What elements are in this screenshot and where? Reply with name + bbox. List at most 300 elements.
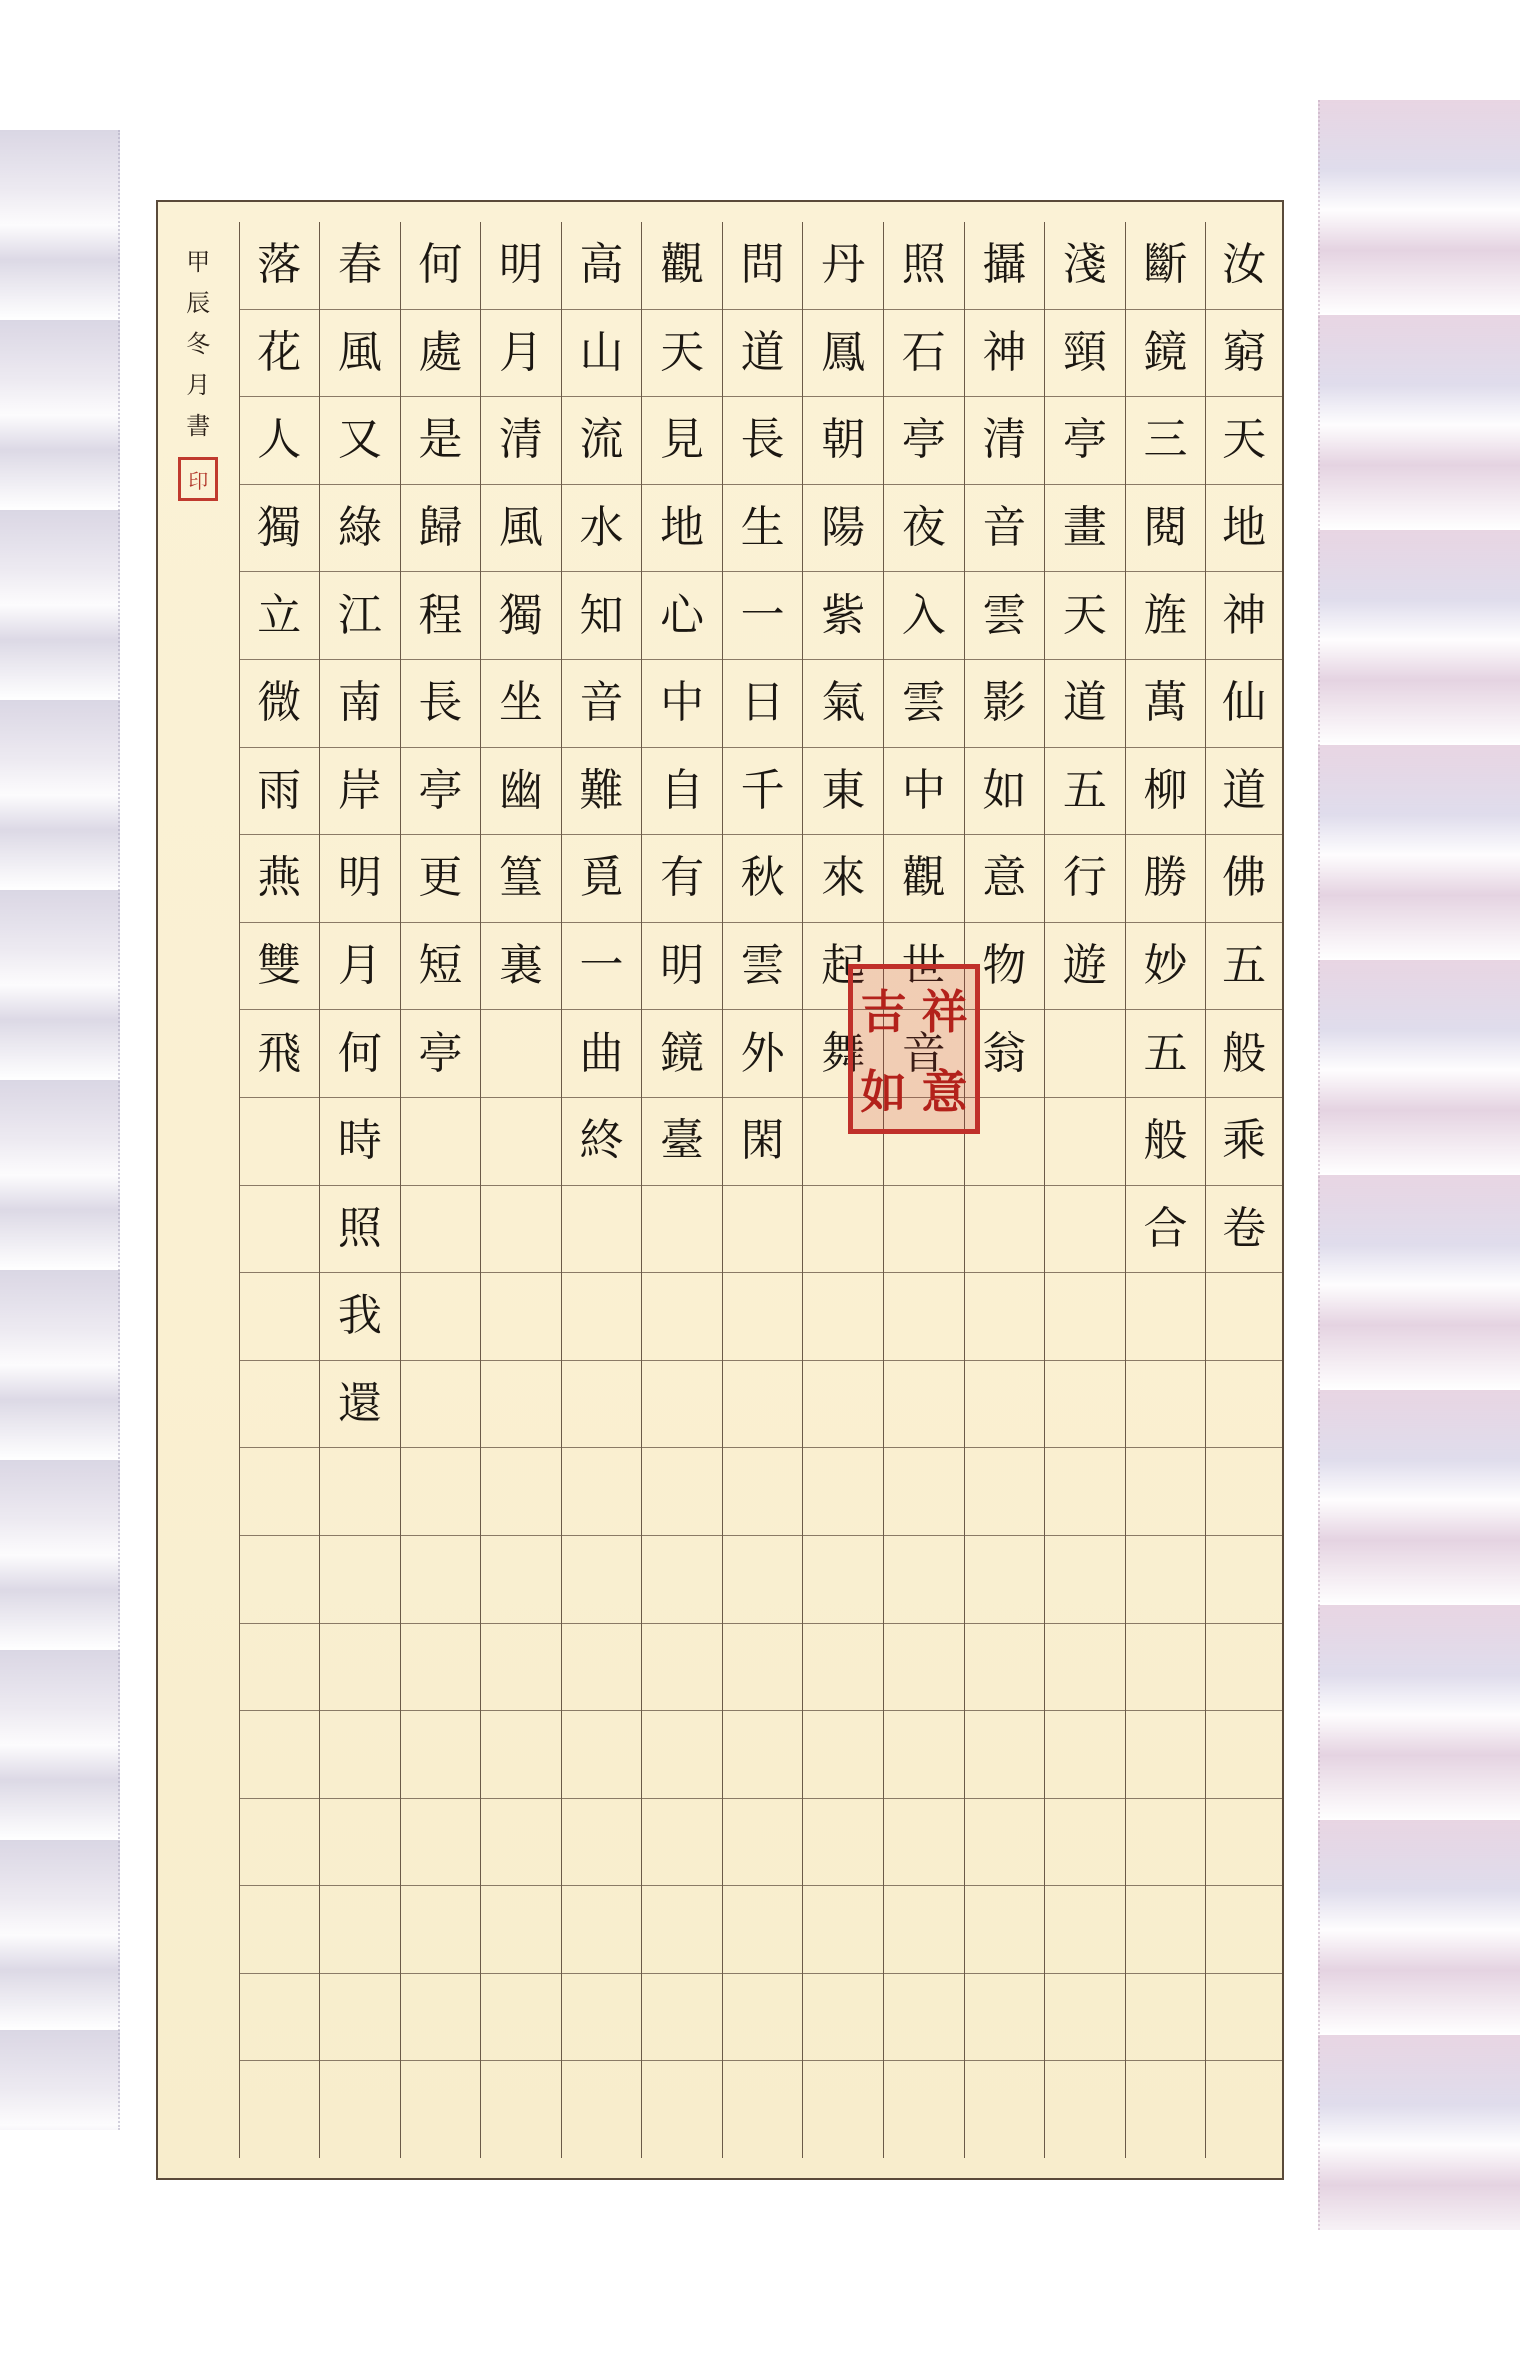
character-cell [884, 1448, 964, 1536]
character-cell: 長 [723, 397, 803, 485]
character-cell: 丹 [803, 222, 883, 310]
character-cell [401, 1186, 481, 1274]
character-cell: 意 [965, 835, 1045, 923]
character-cell [884, 1536, 964, 1624]
character-cell [1045, 1886, 1125, 1974]
character-cell: 窮 [1206, 310, 1282, 398]
character-cell [1045, 1186, 1125, 1274]
character-cell: 雲 [723, 923, 803, 1011]
character-cell: 又 [320, 397, 400, 485]
signature [158, 222, 239, 2158]
text-column [964, 222, 1045, 2158]
character-cell [723, 1361, 803, 1449]
character-cell [965, 1273, 1045, 1361]
character-cell: 清 [965, 397, 1045, 485]
character-cell: 生 [723, 485, 803, 573]
character-cell: 問 [723, 222, 803, 310]
character-cell [1126, 1799, 1206, 1887]
character-cell [481, 1799, 561, 1887]
character-cell: 何 [320, 1010, 400, 1098]
character-cell: 般 [1126, 1098, 1206, 1186]
character-cell: 歸 [401, 485, 481, 573]
character-cell: 翁 [965, 1010, 1045, 1098]
character-cell: 雲 [965, 572, 1045, 660]
character-cell [884, 1711, 964, 1799]
character-cell [1045, 1536, 1125, 1624]
character-cell: 月 [320, 923, 400, 1011]
seal-char: 意 [921, 1065, 968, 1119]
character-cell [1206, 1273, 1282, 1361]
character-cell [562, 1711, 642, 1799]
character-cell [562, 1536, 642, 1624]
character-cell [803, 1799, 883, 1887]
character-cell: 我 [320, 1273, 400, 1361]
character-cell [965, 1886, 1045, 1974]
character-cell [884, 1624, 964, 1712]
text-column [319, 222, 400, 2158]
character-cell [401, 1799, 481, 1887]
character-cell: 人 [240, 397, 320, 485]
character-cell [562, 1886, 642, 1974]
character-cell: 入 [884, 572, 964, 660]
character-cell: 見 [642, 397, 722, 485]
character-cell: 亭 [401, 1010, 481, 1098]
character-cell: 石 [884, 310, 964, 398]
character-cell [884, 1361, 964, 1449]
character-cell: 坐 [481, 660, 561, 748]
character-cell [481, 1886, 561, 1974]
character-cell [965, 2061, 1045, 2149]
character-cell [240, 1361, 320, 1449]
character-cell: 地 [642, 485, 722, 573]
character-cell: 合 [1126, 1186, 1206, 1274]
character-cell: 落 [240, 222, 320, 310]
character-cell: 五 [1126, 1010, 1206, 1098]
character-cell [723, 1536, 803, 1624]
character-cell [401, 1448, 481, 1536]
character-cell [481, 1624, 561, 1712]
character-cell: 般 [1206, 1010, 1282, 1098]
character-cell: 雲 [884, 660, 964, 748]
character-cell [1206, 1624, 1282, 1712]
character-cell: 五 [1206, 923, 1282, 1011]
character-cell: 一 [723, 572, 803, 660]
character-cell: 起 [803, 923, 883, 1011]
character-cell: 亭 [401, 748, 481, 836]
character-cell: 影 [965, 660, 1045, 748]
character-cell [1206, 1361, 1282, 1449]
character-cell: 淺 [1045, 222, 1125, 310]
character-cell: 舞 [803, 1010, 883, 1098]
character-cell: 閱 [1126, 485, 1206, 573]
character-cell [240, 1273, 320, 1361]
character-cell [240, 1536, 320, 1624]
character-cell [1045, 1361, 1125, 1449]
signature-column [158, 222, 239, 2158]
character-cell [481, 1098, 561, 1186]
character-cell [1045, 1098, 1125, 1186]
character-cell [723, 1974, 803, 2062]
character-cell [240, 1448, 320, 1536]
character-cell: 花 [240, 310, 320, 398]
seal-char: 如 [860, 1065, 907, 1119]
character-cell [320, 1711, 400, 1799]
character-cell [320, 1886, 400, 1974]
character-cell: 綠 [320, 485, 400, 573]
character-cell: 臺 [642, 1098, 722, 1186]
character-cell: 旌 [1126, 572, 1206, 660]
character-cell: 氣 [803, 660, 883, 748]
character-cell [320, 2061, 400, 2149]
text-column [480, 222, 561, 2158]
character-cell: 何 [401, 222, 481, 310]
text-column [1205, 222, 1282, 2158]
character-cell: 地 [1206, 485, 1282, 573]
character-cell [642, 1448, 722, 1536]
character-cell: 亭 [1045, 397, 1125, 485]
character-cell: 鏡 [1126, 310, 1206, 398]
character-cell: 音 [562, 660, 642, 748]
character-cell: 自 [642, 748, 722, 836]
character-cell: 知 [562, 572, 642, 660]
character-cell [1206, 2061, 1282, 2149]
character-cell [803, 1273, 883, 1361]
character-cell [642, 1186, 722, 1274]
character-cell [240, 1098, 320, 1186]
character-cell [965, 1799, 1045, 1887]
character-cell: 亭 [884, 397, 964, 485]
character-cell: 流 [562, 397, 642, 485]
character-cell: 明 [642, 923, 722, 1011]
character-cell: 清 [481, 397, 561, 485]
character-cell [1126, 1361, 1206, 1449]
character-cell: 頸 [1045, 310, 1125, 398]
character-cell: 岸 [320, 748, 400, 836]
character-cell [481, 1448, 561, 1536]
character-cell: 卷 [1206, 1186, 1282, 1274]
text-column [1125, 222, 1206, 2158]
calligraphy-panel [156, 200, 1284, 2180]
character-cell [481, 1974, 561, 2062]
character-cell: 篁 [481, 835, 561, 923]
character-cell: 外 [723, 1010, 803, 1098]
character-cell [481, 1010, 561, 1098]
character-cell [965, 1711, 1045, 1799]
character-cell: 道 [1045, 660, 1125, 748]
character-cell: 行 [1045, 835, 1125, 923]
character-cell [401, 1711, 481, 1799]
character-cell: 三 [1126, 397, 1206, 485]
character-cell [401, 1886, 481, 1974]
character-cell: 時 [320, 1098, 400, 1186]
character-cell [1126, 2061, 1206, 2149]
character-cell [320, 1799, 400, 1887]
character-cell [642, 1361, 722, 1449]
character-cell [965, 1536, 1045, 1624]
character-cell [401, 1361, 481, 1449]
character-cell: 明 [320, 835, 400, 923]
character-cell [1206, 1711, 1282, 1799]
character-cell [803, 1448, 883, 1536]
character-cell [481, 2061, 561, 2149]
character-cell [884, 2061, 964, 2149]
left-decorative-border [0, 130, 120, 2130]
character-cell: 陽 [803, 485, 883, 573]
character-cell: 照 [320, 1186, 400, 1274]
character-cell [481, 1536, 561, 1624]
character-cell [723, 1273, 803, 1361]
character-cell [1045, 2061, 1125, 2149]
character-cell: 音 [884, 1010, 964, 1098]
character-cell: 萬 [1126, 660, 1206, 748]
character-cell: 日 [723, 660, 803, 748]
character-cell [240, 1186, 320, 1274]
character-cell: 東 [803, 748, 883, 836]
character-cell: 天 [642, 310, 722, 398]
character-cell [562, 1624, 642, 1712]
character-cell: 天 [1045, 572, 1125, 660]
character-cell [965, 1974, 1045, 2062]
character-cell [1206, 1974, 1282, 2062]
character-cell [642, 1624, 722, 1712]
character-cell: 柳 [1126, 748, 1206, 836]
text-column [722, 222, 803, 2158]
character-cell [1045, 1448, 1125, 1536]
character-cell [240, 1624, 320, 1712]
character-cell: 五 [1045, 748, 1125, 836]
signature-char: 書 [186, 412, 211, 440]
character-cell [401, 1624, 481, 1712]
character-cell: 斷 [1126, 222, 1206, 310]
character-cell [481, 1186, 561, 1274]
character-cell: 雨 [240, 748, 320, 836]
character-cell: 程 [401, 572, 481, 660]
character-cell [240, 1799, 320, 1887]
character-cell: 更 [401, 835, 481, 923]
character-cell [803, 1186, 883, 1274]
character-cell: 千 [723, 748, 803, 836]
character-cell [240, 1886, 320, 1974]
character-cell: 鏡 [642, 1010, 722, 1098]
character-cell [401, 1974, 481, 2062]
character-cell [803, 1361, 883, 1449]
character-cell: 天 [1206, 397, 1282, 485]
character-cell: 遊 [1045, 923, 1125, 1011]
character-cell: 道 [1206, 748, 1282, 836]
character-cell [642, 1536, 722, 1624]
character-cell [723, 1886, 803, 1974]
character-cell [1206, 1448, 1282, 1536]
character-cell: 有 [642, 835, 722, 923]
character-cell: 獨 [240, 485, 320, 573]
character-cell: 如 [965, 748, 1045, 836]
character-cell [1126, 1536, 1206, 1624]
character-cell: 神 [1206, 572, 1282, 660]
character-cell: 閑 [723, 1098, 803, 1186]
character-cell [723, 1711, 803, 1799]
character-cell: 處 [401, 310, 481, 398]
character-cell: 物 [965, 923, 1045, 1011]
character-cell [320, 1448, 400, 1536]
character-cell [240, 1711, 320, 1799]
character-cell [723, 1448, 803, 1536]
character-cell [723, 1624, 803, 1712]
character-cell [723, 2061, 803, 2149]
character-cell [965, 1186, 1045, 1274]
character-cell [562, 1273, 642, 1361]
character-cell: 佛 [1206, 835, 1282, 923]
character-cell: 明 [481, 222, 561, 310]
character-cell [562, 1186, 642, 1274]
character-cell [320, 1536, 400, 1624]
text-column [561, 222, 642, 2158]
character-cell [803, 1711, 883, 1799]
character-cell [1045, 1624, 1125, 1712]
character-cell: 微 [240, 660, 320, 748]
character-cell: 攝 [965, 222, 1045, 310]
signature-char: 辰 [186, 289, 211, 317]
character-cell [803, 1974, 883, 2062]
character-cell: 風 [481, 485, 561, 573]
character-cell: 汝 [1206, 222, 1282, 310]
character-grid [158, 222, 1282, 2158]
character-cell: 觀 [642, 222, 722, 310]
character-cell [1126, 1974, 1206, 2062]
character-cell: 中 [642, 660, 722, 748]
character-cell [803, 1536, 883, 1624]
character-cell: 幽 [481, 748, 561, 836]
character-cell: 江 [320, 572, 400, 660]
character-cell [723, 1799, 803, 1887]
character-cell [240, 1974, 320, 2062]
character-cell: 照 [884, 222, 964, 310]
character-cell [1206, 1886, 1282, 1974]
character-cell [642, 2061, 722, 2149]
character-cell: 燕 [240, 835, 320, 923]
character-cell [642, 1974, 722, 2062]
character-cell: 難 [562, 748, 642, 836]
character-cell: 乘 [1206, 1098, 1282, 1186]
character-cell [240, 2061, 320, 2149]
character-cell: 是 [401, 397, 481, 485]
character-cell [884, 1886, 964, 1974]
character-cell: 飛 [240, 1010, 320, 1098]
character-cell [1206, 1536, 1282, 1624]
character-cell [1045, 1799, 1125, 1887]
character-cell [884, 1186, 964, 1274]
character-cell: 觀 [884, 835, 964, 923]
character-cell: 風 [320, 310, 400, 398]
character-cell [965, 1624, 1045, 1712]
character-cell [401, 1536, 481, 1624]
character-cell [642, 1799, 722, 1887]
character-cell: 仙 [1206, 660, 1282, 748]
character-cell [1126, 1448, 1206, 1536]
character-cell: 裏 [481, 923, 561, 1011]
character-cell: 立 [240, 572, 320, 660]
character-cell: 山 [562, 310, 642, 398]
character-cell: 妙 [1126, 923, 1206, 1011]
character-cell: 長 [401, 660, 481, 748]
character-cell: 還 [320, 1361, 400, 1449]
character-cell [965, 1361, 1045, 1449]
character-cell [803, 1886, 883, 1974]
right-decorative-border [1318, 100, 1520, 2230]
character-cell [320, 1624, 400, 1712]
character-cell [884, 1974, 964, 2062]
character-cell: 勝 [1126, 835, 1206, 923]
character-cell: 高 [562, 222, 642, 310]
character-cell [562, 1799, 642, 1887]
character-cell: 中 [884, 748, 964, 836]
text-column [400, 222, 481, 2158]
text-column [239, 222, 320, 2158]
signature-char: 月 [186, 371, 211, 399]
character-cell [803, 2061, 883, 2149]
seal-char: 吉 [860, 985, 907, 1039]
text-column [1044, 222, 1125, 2158]
character-cell [401, 2061, 481, 2149]
character-cell: 春 [320, 222, 400, 310]
character-cell: 朝 [803, 397, 883, 485]
character-cell: 月 [481, 310, 561, 398]
signature-char: 甲 [186, 248, 211, 276]
character-cell [1045, 1010, 1125, 1098]
character-cell: 短 [401, 923, 481, 1011]
character-cell [481, 1711, 561, 1799]
character-cell: 夜 [884, 485, 964, 573]
character-cell: 畫 [1045, 485, 1125, 573]
character-cell: 終 [562, 1098, 642, 1186]
character-cell [1126, 1886, 1206, 1974]
character-cell: 獨 [481, 572, 561, 660]
character-cell: 秋 [723, 835, 803, 923]
character-cell [562, 1974, 642, 2062]
character-cell [1126, 1711, 1206, 1799]
small-red-seal: 印 [178, 457, 218, 501]
character-cell: 覓 [562, 835, 642, 923]
character-cell [642, 1711, 722, 1799]
character-cell: 紫 [803, 572, 883, 660]
character-cell [401, 1098, 481, 1186]
character-cell [562, 2061, 642, 2149]
character-cell [481, 1273, 561, 1361]
character-cell [481, 1361, 561, 1449]
character-cell: 來 [803, 835, 883, 923]
character-cell [401, 1273, 481, 1361]
character-cell [1045, 1273, 1125, 1361]
character-cell: 一 [562, 923, 642, 1011]
character-cell [965, 1448, 1045, 1536]
character-cell: 世 [884, 923, 964, 1011]
character-cell [803, 1624, 883, 1712]
character-cell: 音 [965, 485, 1045, 573]
character-cell: 心 [642, 572, 722, 660]
character-cell [562, 1361, 642, 1449]
character-cell [884, 1799, 964, 1887]
character-cell: 雙 [240, 923, 320, 1011]
text-column [641, 222, 722, 2158]
character-cell [723, 1186, 803, 1274]
character-cell: 神 [965, 310, 1045, 398]
character-cell: 曲 [562, 1010, 642, 1098]
character-cell [1126, 1624, 1206, 1712]
text-column [802, 222, 883, 2158]
character-cell [642, 1273, 722, 1361]
character-cell: 南 [320, 660, 400, 748]
character-cell: 道 [723, 310, 803, 398]
signature-char: 冬 [186, 330, 211, 358]
